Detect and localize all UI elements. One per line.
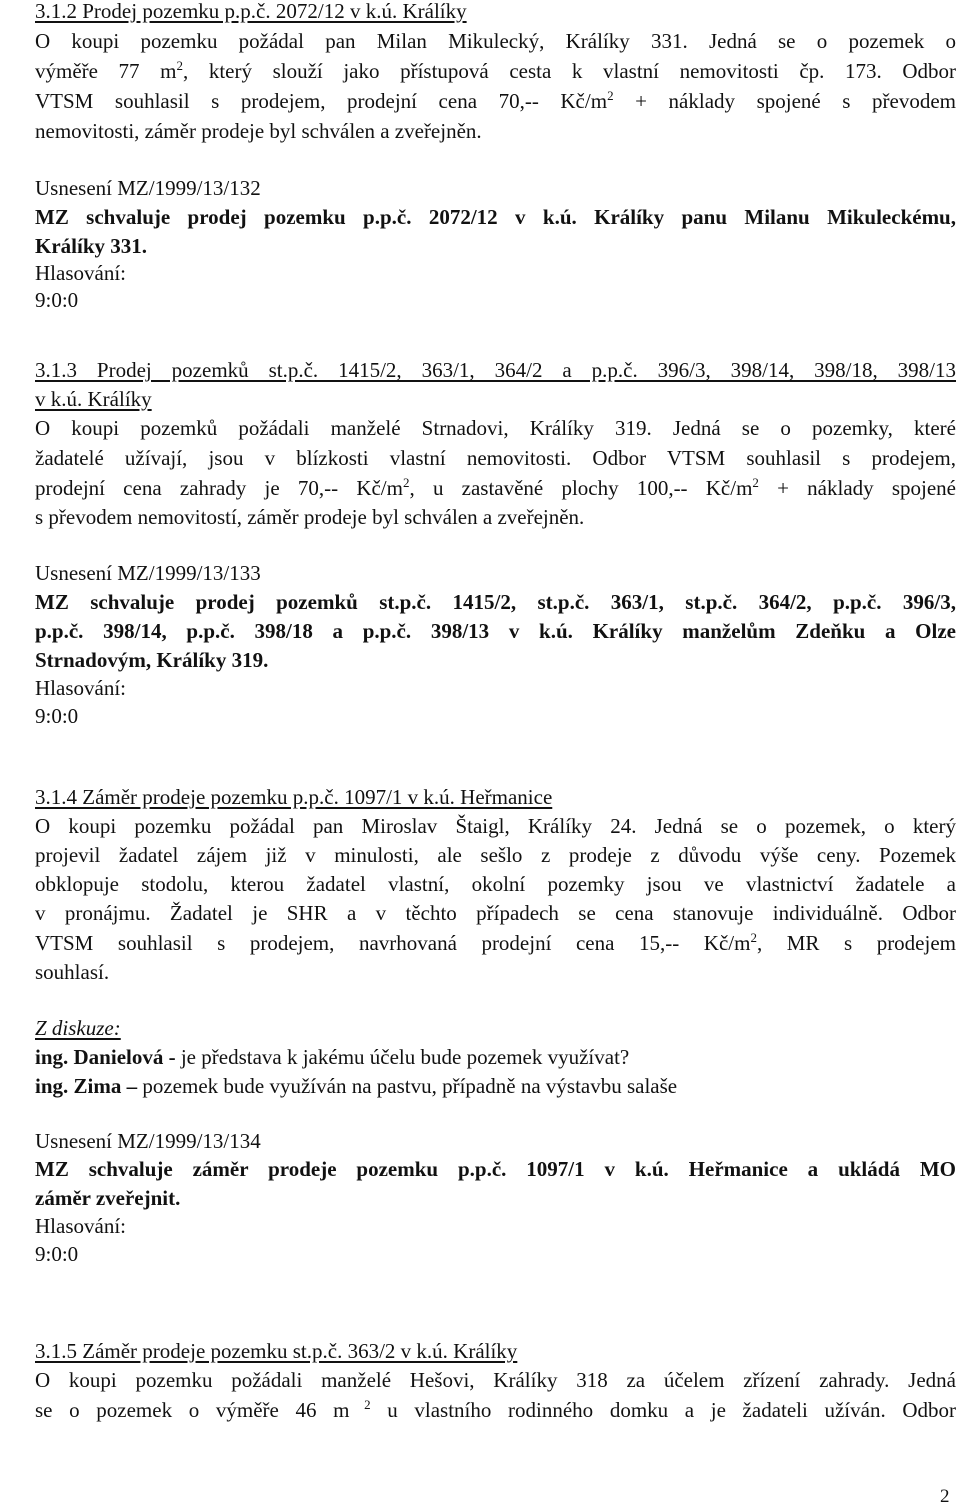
discussion-label: Z diskuze: <box>35 1016 121 1040</box>
paragraph-line: obklopuje stodolu, kterou žadatel vlastní, okolní pozemky jsou ve vlastnictví žadatele a <box>35 872 956 896</box>
resolution-text: MZ schvaluje prodej pozemků st.p.č. 1415/2, st.p.č. 363/1, st.p.č. 364/2, p.p.č. 396/3, <box>35 590 956 614</box>
resolution-text: p.p.č. 398/14, p.p.č. 398/18 a p.p.č. 398/13 v k.ú. Králíky manželům Zdeňku a Olze <box>35 619 956 643</box>
section-heading: 3.1.2 Prodej pozemku p.p.č. 2072/12 v k.ú. Králíky <box>35 0 467 23</box>
paragraph-line: s převodem nemovitostí, záměr prodeje byl schválen a zveřejněn. <box>35 505 585 529</box>
paragraph-line: prodejní cena zahrady je 70,-- $Kč/m^2$, u zastavěné plochy 100,-- $Kč/m^2$ + náklady spojené <box>35 475 957 500</box>
resolution-text: MZ schvaluje záměr prodeje pozemku p.p.č. 1097/1 v k.ú. Heřmanice a ukládá MO <box>35 1157 956 1181</box>
vote-result: 9:0:0 <box>35 704 79 728</box>
paragraph-line: v pronájmu. Žadatel je SHR a v těchto případech se cena stanovuje individuálně. Odbor <box>35 901 956 925</box>
discussion-entry: ing. Zima – pozemek bude využíván na pastvu, případně na výstavbu salaše <box>35 1074 678 1098</box>
resolution-text: MZ schvaluje prodej pozemku p.p.č. 2072/12 v k.ú. Králíky panu Milanu Mikuleckému, <box>35 205 956 229</box>
resolution-text: Králíky 331. <box>35 234 148 258</box>
resolution-text: záměr zveřejnit. <box>35 1186 181 1210</box>
vote-label: Hlasování: <box>35 261 126 285</box>
vote-result: 9:0:0 <box>35 1242 79 1266</box>
paragraph-line: souhlasí. <box>35 960 110 984</box>
section-heading: 3.1.3 Prodej pozemků st.p.č. 1415/2, 363/1, 364/2 a p.p.č. 396/3, 398/14, 398/18, 398/13 <box>35 358 956 382</box>
paragraph-line: se o pozemek o výměře 46 m $^2$ u vlastního rodinného domku a je žadateli užíván. Odbor <box>35 1397 957 1422</box>
discussion-entry: ing. Danielová - je představa k jakému účelu bude pozemek využívat? <box>35 1045 630 1069</box>
page-number: 2 <box>940 1486 950 1507</box>
resolution-id: Usnesení MZ/1999/13/134 <box>35 1129 261 1153</box>
vote-label: Hlasování: <box>35 1214 126 1238</box>
vote-label: Hlasování: <box>35 676 126 700</box>
resolution-id: Usnesení MZ/1999/13/133 <box>35 561 261 585</box>
paragraph-line: VTSM souhlasil s prodejem, prodejní cena 70,-- $Kč/m^2$ + náklady spojené s převodem <box>35 88 957 113</box>
paragraph-line: žadatelé užívají, jsou v blízkosti vlastní nemovitosti. Odbor VTSM souhlasil s prodejem, <box>35 446 956 470</box>
section-heading: v k.ú. Králíky <box>35 387 152 411</box>
paragraph-line: O koupi pozemku požádal pan Miroslav Štaigl, Králíky 24. Jedná se o pozemek, o který <box>35 814 956 838</box>
vote-result: 9:0:0 <box>35 288 79 312</box>
section-heading: 3.1.5 Záměr prodeje pozemku st.p.č. 363/2 v k.ú. Králíky <box>35 1339 518 1363</box>
paragraph-line: nemovitosti, záměr prodeje byl schválen a zveřejněn. <box>35 119 482 143</box>
resolution-text: Strnadovým, Králíky 319. <box>35 648 269 672</box>
paragraph-line: VTSM souhlasil s prodejem, navrhovaná prodejní cena 15,-- $Kč/m^2$, MR s prodejem <box>35 930 956 955</box>
paragraph-line: výměře 77 $m^2$, který slouží jako přístupová cesta k vlastní nemovitosti čp. 173. Odbor <box>35 58 956 83</box>
paragraph-line: O koupi pozemků požádali manželé Strnadovi, Králíky 319. Jedná se o pozemky, které <box>35 416 956 440</box>
paragraph-line: projevil žadatel zájem již v minulosti, ale sešlo z prodeje z důvodu výše ceny. Pozemek <box>35 843 956 867</box>
section-heading: 3.1.4 Záměr prodeje pozemku p.p.č. 1097/1 v k.ú. Heřmanice <box>35 785 553 809</box>
paragraph-line: O koupi pozemku požádal pan Milan Mikulecký, Králíky 331. Jedná se o pozemek o <box>35 29 956 53</box>
paragraph-line: O koupi pozemku požádali manželé Hešovi, Králíky 318 za účelem zřízení zahrady. Jedná <box>35 1368 956 1392</box>
resolution-id: Usnesení MZ/1999/13/132 <box>35 176 261 200</box>
